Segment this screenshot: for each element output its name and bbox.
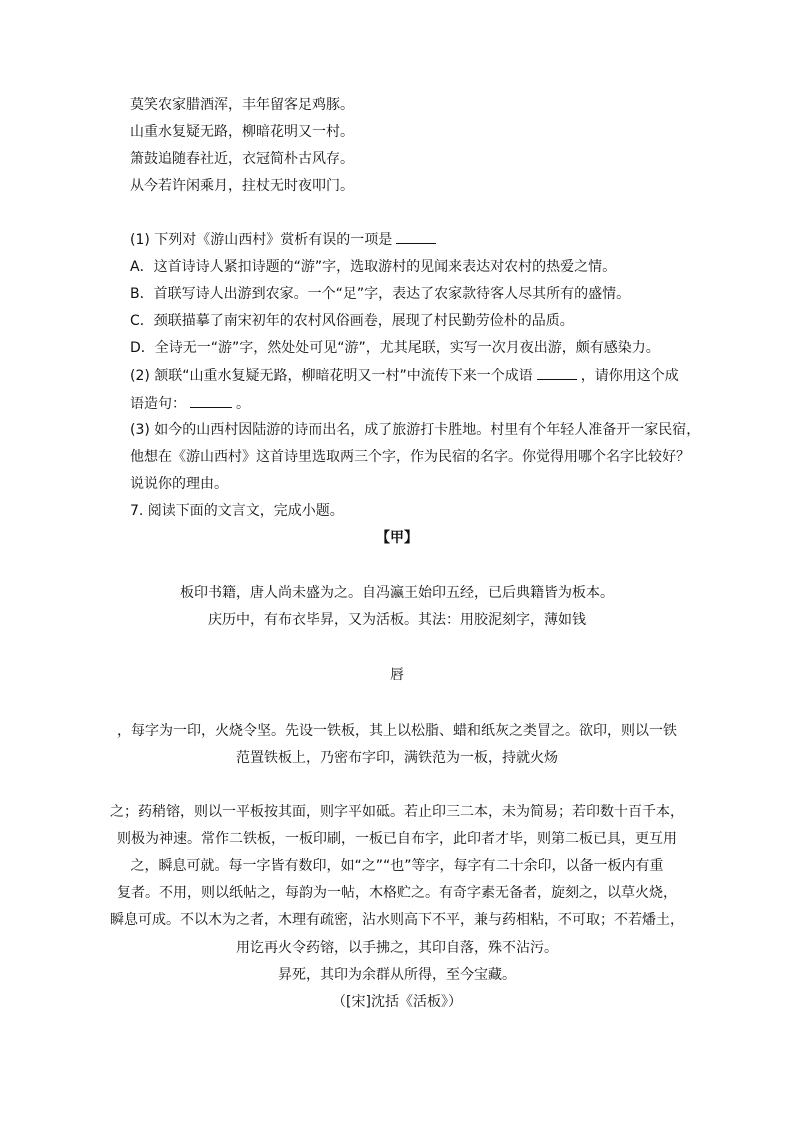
question-1-text: (1) 下列对《游山西村》赏析有误的一项是: [130, 232, 393, 248]
section-label-jia: 【甲】: [376, 530, 418, 546]
poem-line-2: 山重水复疑无路，柳暗花明又一村。: [130, 124, 354, 140]
option-b: B．首联写诗人出游到农家。一个“足”字，表达了农家款待客人尽其所有的盛情。: [130, 286, 631, 302]
question-2-text-part4: 。: [236, 396, 250, 412]
answer-blank-1[interactable]: [396, 229, 436, 244]
passage-line-7: 则极为神速。常作二铁板，一板印刷，一板已自布字，此印者才毕，则第二板已具，更互用: [117, 831, 677, 847]
passage-line-8: 之，瞬息可就。每一字皆有数印，如“之”“也”等字，每字有二十余印，以备一板内有重: [130, 858, 664, 874]
poem-line-4: 从今若许闲乘月，拄杖无时夜叩门。: [130, 178, 354, 194]
passage-line-11: 用讫再火令药镕，以手拂之，其印自落，殊不沾污。: [236, 940, 558, 956]
passage-line-2: 庆历中，有布衣毕昇，又为活板。其法：用胶泥刻字，薄如钱: [208, 612, 586, 628]
poem-line-1: 莫笑农家腊酒浑，丰年留客足鸡豚。: [130, 97, 354, 113]
passage-line-4: ，每字为一印，火烧令坚。先设一铁板，其上以松脂、蜡和纸灰之类冒之。欲印，则以一铁: [117, 723, 677, 739]
question-2-line-2: [130, 393, 250, 414]
question-2-text-part2: ，请你用这个成: [580, 368, 679, 384]
passage-line-3: 唇: [390, 667, 404, 683]
passage-line-6: 之；药稍镕，则以一平板按其面，则字平如砥。若止印三二本，未为简易；若印数十百千本，: [110, 804, 684, 820]
option-c: C．颈联描摹了南宋初年的农村风俗画卷，展现了村民勤劳俭朴的品质。: [130, 313, 574, 329]
question-7: 7. 阅读下面的文言文，完成小题。: [130, 503, 344, 519]
answer-blank-3[interactable]: [190, 393, 232, 408]
passage-line-12: 昇死，其印为余群从所得，至今宝藏。: [278, 967, 516, 983]
option-a: A．这首诗诗人紧扣诗题的“游”字，选取游村的见闻来表达对农村的热爱之情。: [130, 259, 617, 275]
question-2-line-1: [130, 365, 679, 386]
passage-line-5: 范置铁板上，乃密布字印，满铁范为一板，持就火炀: [236, 750, 558, 766]
poem-line-3: 箫鼓追随春社近，衣冠简朴古风存。: [130, 151, 354, 167]
passage-line-1: 板印书籍，唐人尚未盛为之。自冯瀛王始印五经，已后典籍皆为板本。: [180, 585, 614, 601]
question-2-text-part3: 语造句：: [130, 396, 186, 412]
question-3-line-2: 他想在《游山西村》这首诗里选取两三个字，作为民宿的名字。你觉得用哪个名字比较好？: [130, 449, 690, 465]
passage-line-9: 复者。不用，则以纸帖之，每韵为一帖，木格贮之。有奇字素无备者，旋刻之，以草火烧，: [117, 885, 677, 901]
option-d: D．全诗无一“游”字，然处处可见“游”，尤其尾联，实写一次月夜出游，颇有感染力。: [130, 340, 660, 356]
question-1: [130, 229, 440, 250]
question-3-line-1: (3) 如今的山西村因陆游的诗而出名，成了旅游打卡胜地。村里有个年轻人准备开一家民宿，: [130, 422, 701, 438]
answer-blank-2[interactable]: [537, 365, 577, 380]
passage-line-10: 瞬息可成。不以木为之者，木理有疏密，沾水则高下不平，兼与药相粘，不可取；不若燔土，: [110, 912, 684, 928]
question-3-line-3: 说说你的理由。: [130, 476, 228, 492]
passage-source: （[宋]沈括《活板》）: [332, 994, 462, 1010]
question-2-text-part1: (2) 颔联“山重水复疑无路，柳暗花明又一村”中流传下来一个成语: [130, 368, 533, 384]
